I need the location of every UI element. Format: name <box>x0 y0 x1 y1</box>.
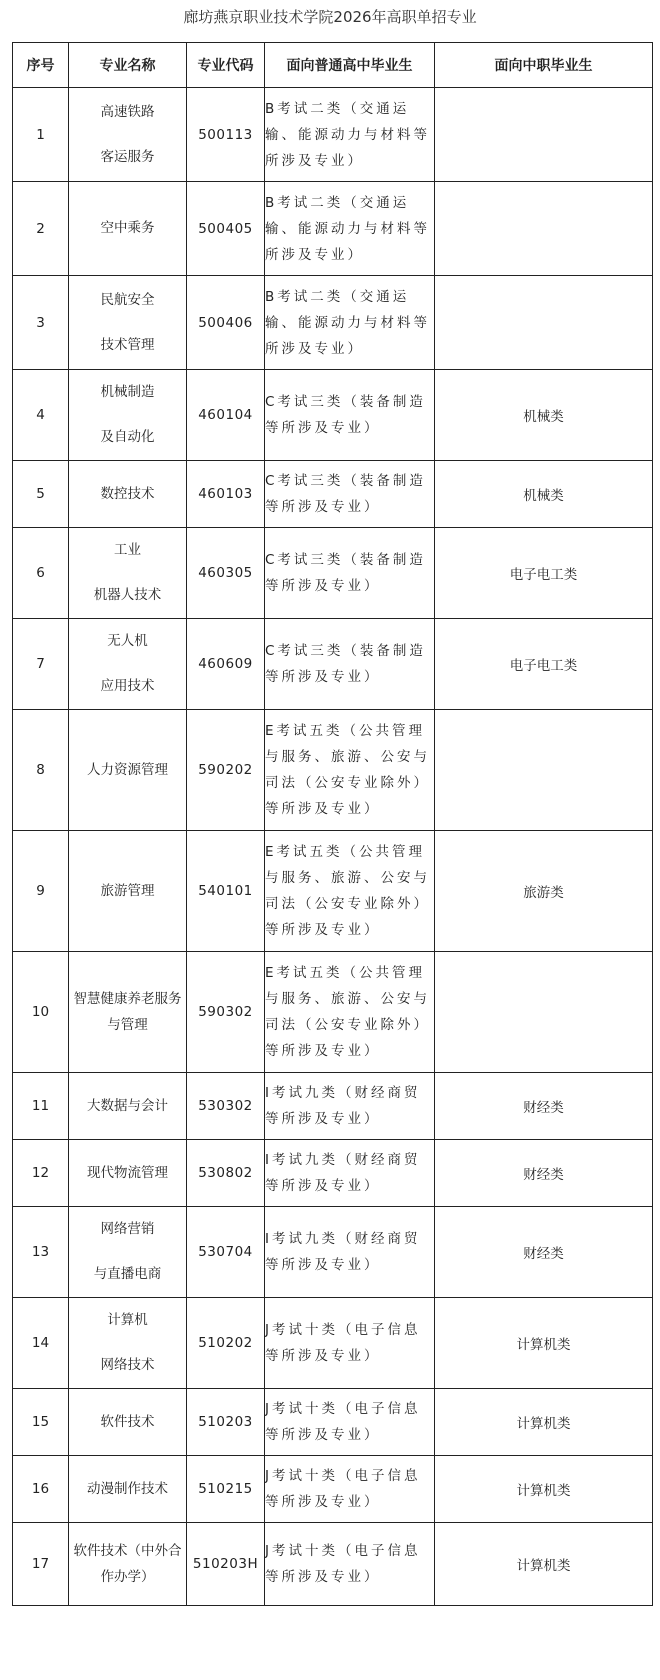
general-high-school-category: E考试五类（公共管理与服务、旅游、公安与司法（公安专业除外）等所涉及专业） <box>265 831 435 952</box>
major-name: 计算机 网络技术 <box>69 1298 187 1389</box>
table-row <box>13 1140 653 1207</box>
vocational-category <box>435 88 653 182</box>
major-name: 现代物流管理 <box>69 1140 187 1207</box>
vocational-category: 计算机类 <box>435 1389 653 1456</box>
major-name: 网络营销 与直播电商 <box>69 1207 187 1298</box>
table-row <box>13 1523 653 1606</box>
vocational-category: 计算机类 <box>435 1523 653 1606</box>
major-code: 500113 <box>187 88 265 182</box>
major-name: 动漫制作技术 <box>69 1456 187 1523</box>
table-row <box>13 619 653 710</box>
table-row <box>13 1073 653 1140</box>
vocational-category <box>435 710 653 831</box>
major-name: 工业 机器人技术 <box>69 528 187 619</box>
general-high-school-category: C考试三类（装备制造等所涉及专业） <box>265 370 435 461</box>
major-code: 590302 <box>187 952 265 1073</box>
major-code: 510203H <box>187 1523 265 1606</box>
major-code: 510203 <box>187 1389 265 1456</box>
row-number: 4 <box>13 370 69 461</box>
row-number: 3 <box>13 276 69 370</box>
majors-table <box>12 42 653 1606</box>
vocational-category <box>435 952 653 1073</box>
row-number: 8 <box>13 710 69 831</box>
major-code: 530302 <box>187 1073 265 1140</box>
major-code: 590202 <box>187 710 265 831</box>
row-number: 14 <box>13 1298 69 1389</box>
row-number: 1 <box>13 88 69 182</box>
table-row <box>13 528 653 619</box>
general-high-school-category: E考试五类（公共管理与服务、旅游、公安与司法（公安专业除外）等所涉及专业） <box>265 952 435 1073</box>
major-code: 500405 <box>187 182 265 276</box>
vocational-category: 机械类 <box>435 461 653 528</box>
row-number: 5 <box>13 461 69 528</box>
major-name: 空中乘务 <box>69 182 187 276</box>
major-code: 460103 <box>187 461 265 528</box>
vocational-category: 计算机类 <box>435 1298 653 1389</box>
vocational-category: 机械类 <box>435 370 653 461</box>
major-name: 智慧健康养老服务与管理 <box>69 952 187 1073</box>
table-row <box>13 952 653 1073</box>
table-row <box>13 710 653 831</box>
vocational-category: 旅游类 <box>435 831 653 952</box>
major-name: 软件技术 <box>69 1389 187 1456</box>
header-general-high-school: 面向普通高中毕业生 <box>265 43 435 88</box>
general-high-school-category: C考试三类（装备制造等所涉及专业） <box>265 528 435 619</box>
general-high-school-category: E考试五类（公共管理与服务、旅游、公安与司法（公安专业除外）等所涉及专业） <box>265 710 435 831</box>
vocational-category <box>435 276 653 370</box>
header-vocational-school: 面向中职毕业生 <box>435 43 653 88</box>
general-high-school-category: C考试三类（装备制造等所涉及专业） <box>265 461 435 528</box>
general-high-school-category: J考试十类（电子信息等所涉及专业） <box>265 1523 435 1606</box>
header-major-code: 专业代码 <box>187 43 265 88</box>
general-high-school-category: B考试二类（交通运输、能源动力与材料等所涉及专业） <box>265 276 435 370</box>
row-number: 13 <box>13 1207 69 1298</box>
table-row <box>13 1456 653 1523</box>
general-high-school-category: J考试十类（电子信息等所涉及专业） <box>265 1456 435 1523</box>
general-high-school-category: B考试二类（交通运输、能源动力与材料等所涉及专业） <box>265 182 435 276</box>
table-row <box>13 1298 653 1389</box>
table-row <box>13 831 653 952</box>
general-high-school-category: I考试九类（财经商贸等所涉及专业） <box>265 1073 435 1140</box>
row-number: 11 <box>13 1073 69 1140</box>
general-high-school-category: C考试三类（装备制造等所涉及专业） <box>265 619 435 710</box>
major-name: 人力资源管理 <box>69 710 187 831</box>
header-no: 序号 <box>13 43 69 88</box>
general-high-school-category: J考试十类（电子信息等所涉及专业） <box>265 1298 435 1389</box>
general-high-school-category: B考试二类（交通运输、能源动力与材料等所涉及专业） <box>265 88 435 182</box>
major-code: 530704 <box>187 1207 265 1298</box>
table-row <box>13 276 653 370</box>
major-name: 旅游管理 <box>69 831 187 952</box>
general-high-school-category: J考试十类（电子信息等所涉及专业） <box>265 1389 435 1456</box>
major-name: 民航安全 技术管理 <box>69 276 187 370</box>
row-number: 7 <box>13 619 69 710</box>
major-code: 540101 <box>187 831 265 952</box>
row-number: 10 <box>13 952 69 1073</box>
row-number: 6 <box>13 528 69 619</box>
vocational-category: 电子电工类 <box>435 619 653 710</box>
table-row <box>13 182 653 276</box>
general-high-school-category: I考试九类（财经商贸等所涉及专业） <box>265 1207 435 1298</box>
table-row <box>13 370 653 461</box>
vocational-category <box>435 182 653 276</box>
major-name: 大数据与会计 <box>69 1073 187 1140</box>
row-number: 16 <box>13 1456 69 1523</box>
major-code: 510215 <box>187 1456 265 1523</box>
general-high-school-category: I考试九类（财经商贸等所涉及专业） <box>265 1140 435 1207</box>
table-header-row <box>13 43 653 88</box>
major-name: 软件技术（中外合作办学） <box>69 1523 187 1606</box>
major-name: 高速铁路 客运服务 <box>69 88 187 182</box>
major-code: 510202 <box>187 1298 265 1389</box>
vocational-category: 计算机类 <box>435 1456 653 1523</box>
table-row <box>13 88 653 182</box>
major-code: 460609 <box>187 619 265 710</box>
major-name: 数控技术 <box>69 461 187 528</box>
major-code: 500406 <box>187 276 265 370</box>
table-row <box>13 1207 653 1298</box>
vocational-category: 财经类 <box>435 1073 653 1140</box>
table-body <box>13 88 653 1606</box>
row-number: 15 <box>13 1389 69 1456</box>
vocational-category: 财经类 <box>435 1140 653 1207</box>
row-number: 2 <box>13 182 69 276</box>
header-major-name: 专业名称 <box>69 43 187 88</box>
major-code: 460305 <box>187 528 265 619</box>
table-row <box>13 1389 653 1456</box>
vocational-category: 财经类 <box>435 1207 653 1298</box>
major-code: 460104 <box>187 370 265 461</box>
table-row <box>13 461 653 528</box>
document-title: 廊坊燕京职业技术学院2026年高职单招专业 <box>183 8 477 26</box>
vocational-category: 电子电工类 <box>435 528 653 619</box>
row-number: 12 <box>13 1140 69 1207</box>
major-name: 机械制造 及自动化 <box>69 370 187 461</box>
major-code: 530802 <box>187 1140 265 1207</box>
row-number: 17 <box>13 1523 69 1606</box>
row-number: 9 <box>13 831 69 952</box>
major-name: 无人机 应用技术 <box>69 619 187 710</box>
